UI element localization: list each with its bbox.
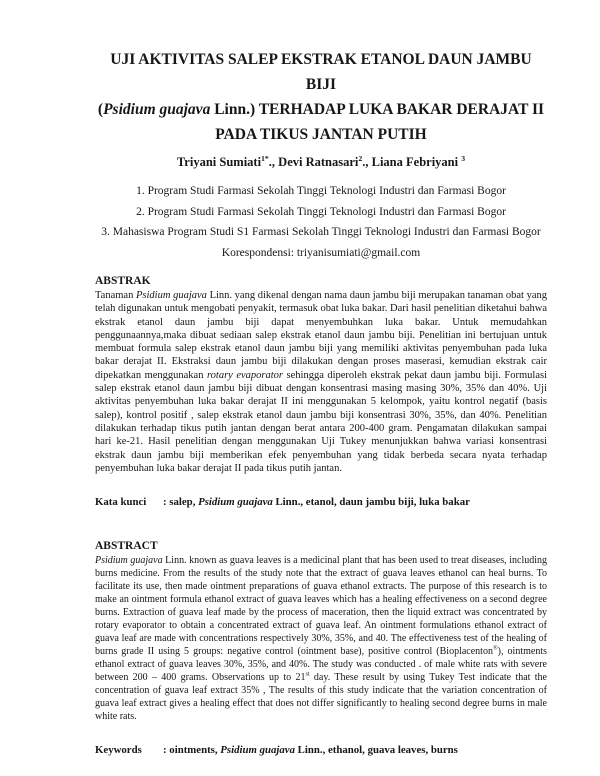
keywords-label: Keywords <box>95 744 142 757</box>
paper-content <box>95 47 547 757</box>
affiliation-item: 3. Mahasiswa Program Studi S1 Farmasi Sekolah Tinggi Teknologi Industri dan Farmasi Bogor <box>101 226 541 238</box>
abstrak-heading: ABSTRAK <box>95 275 151 287</box>
kata-kunci-text: : salep, Psidium guajava Linn., etanol, daun jambu biji, luka bakar <box>163 496 470 509</box>
title-line-1: UJI AKTIVITAS SALEP EKSTRAK ETANOL DAUN JAMBU BIJI <box>110 51 532 93</box>
keywords-row <box>95 743 547 757</box>
correspondence-line: Korespondensi: triyanisumiati@gmail.com <box>221 246 421 259</box>
abstract-body: Psidium guajava Linn. known as guava leaves is a medicinal plant that has been used to treat diseases, including burns medicine. From the results of the study note that the extract of guava leaves ethanol can heal burns. To facilitate its use, then made ointment preparations of guava ethanol extracts. The purpose of this research is to make an ointment formula ethanol extract of guava leaves which has a healing effectiveness on a second degree burns. Extraction of guava leaf made by the process of maceration, then the liquid extract was concentrated by rotary evaporator to obtain a concentrated extract of guava leaf. An ointment formulations ethanol extract of guava leaf are made with concentrations respectively 30%, 35%, and 40. The effectiveness test of the healing of burns grade II using 5 groups: negative control (ointment base), positive control (Bioplacenton®), ointments ethanol extract of guava leaves 30%, 35%, and 40%. The study was conducted . of male white rats with severe between 200 – 400 grams. Observations up to 21st day. These result by using Tukey Test indicate that the concentration of guava leaf extract 35% , The results of this study indicate that the variation concentration of guava leaf extract gives a healing effect that does not differ significantly to healing second degree burns in male white rats. <box>95 555 548 723</box>
title-line-2: (Psidium guajava Linn.) TERHADAP LUKA BAKAR DERAJAT II <box>97 101 545 118</box>
authors-line: Triyani Sumiati$^{1*}$., Devi Ratnasari$^2$., Liana Febriyani $^3$ <box>176 153 466 169</box>
title-line-3: PADA TIKUS JANTAN PUTIH <box>215 126 427 143</box>
kata-kunci-label: Kata kunci <box>95 496 147 509</box>
affiliation-item: 1. Program Studi Farmasi Sekolah Tinggi Teknologi Industri dan Farmasi Bogor <box>136 185 506 197</box>
affiliations-list <box>95 181 547 243</box>
kata-kunci-row <box>95 495 547 509</box>
affiliation-item: 2. Program Studi Farmasi Sekolah Tinggi Teknologi Industri dan Farmasi Bogor <box>136 205 506 218</box>
abstrak-body: Tanaman Psidium guajava Linn. yang dikenal dengan nama daun jambu biji merupakan tanaman obat yang telah digunakan untuk mengobati penyakit, termasuk obat luka bakar. Dari hasil penelitian diketahui bahwa ekstrak etanol daun jambu biji dapat menyembuhkan luka bakar. Untuk memudahkan penggunaannya,maka dibuat sediaan salep ekstrak etanol daun jambu biji. Penelitian ini bertujuan untuk membuat formula salep ekstrak etanol daun jambu biji yang memiliki aktivitas penyembuhan pada luka bakar derajat II. Ekstraksi daun jambu biji dilakukan dengan proses maserasi, kemudian ekstrak cair dipekatkan menggunakan rotary evaporator sehingga diperoleh ekstrak pekat daun jambu biji. Formulasi salep ekstrak etanol daun jambu biji dibuat dengan konsentrasi masing masing 30%, 35% dan 40%. Uji aktivitas penyembuhan luka bakar derajat II ini menggunakan 5 kelompok, yaitu kontrol negatif (basis salep), kontrol positif , salep ekstrak etanol daun jambu biji konsentrasi 30%, 35%, dan 40%. Penelitian dilakukan terhadap tikus putih jantan dengan berat antara 200-400 gram. Pengamatan dilakukan sampai hari ke-21. Hasil penelitian dengan menggunakan Uji Tukey menunjukkan bahwa variasi konsentrasi ekstrak daun jambu biji memberikan efek penyembuhan yang tidak berbeda secara nyata terhadap penyembuhan luka bakar derajat II pada tikus putih jantan. <box>95 290 547 474</box>
abstract-heading: ABSTRACT <box>95 540 158 553</box>
keywords-text: : ointments, Psidium guajava Linn., ethanol, guava leaves, burns <box>163 744 458 757</box>
paper-title <box>95 47 547 147</box>
